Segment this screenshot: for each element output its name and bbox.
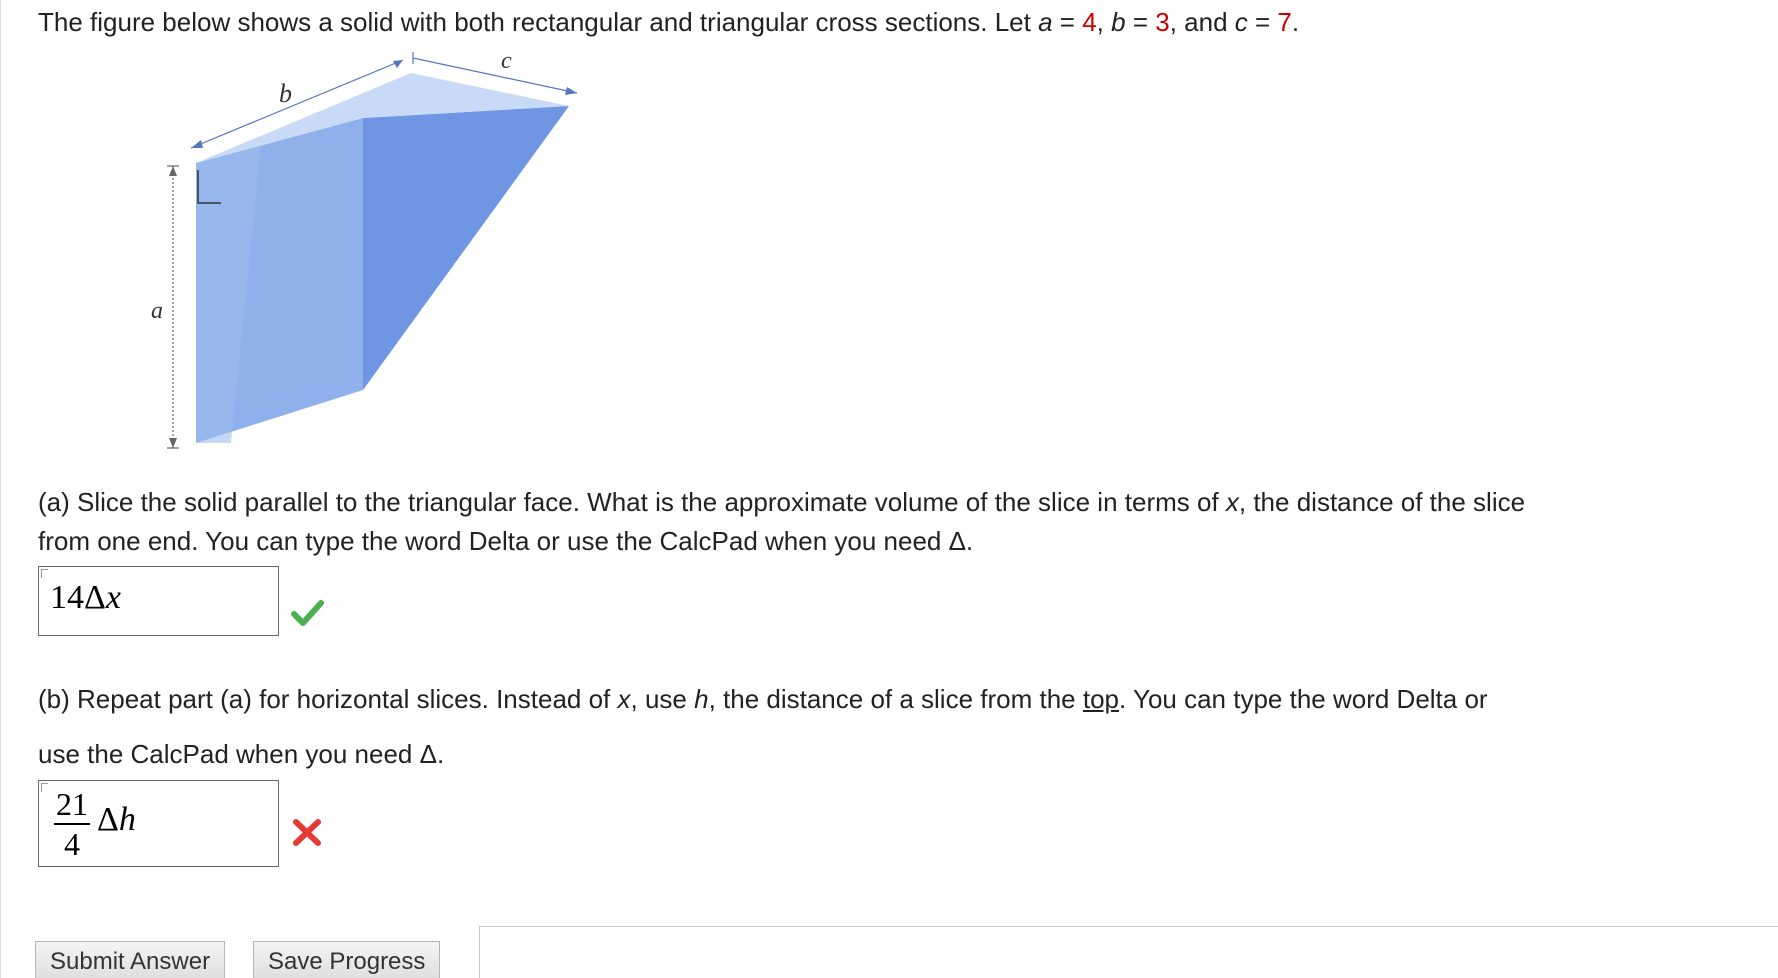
save-progress-button[interactable]: Save Progress — [253, 941, 440, 978]
part-a-answer-input[interactable] — [38, 566, 279, 636]
part-b-answer-var: h — [118, 801, 136, 838]
part-a-text-end: , the distance of the slice — [1238, 487, 1526, 517]
part-b-text-line2: use the CalcPad when you need Δ. — [38, 739, 445, 769]
part-a-answer-var: x — [105, 579, 121, 616]
var-b: b — [1111, 7, 1126, 37]
submit-answer-button[interactable]: Submit Answer — [35, 941, 225, 978]
status-panel — [479, 926, 1778, 978]
equals-sign: = — [1052, 7, 1083, 37]
part-a-question-line1 — [38, 482, 1525, 522]
fraction-denominator: 4 — [64, 826, 80, 862]
part-a-text: (a) Slice the solid parallel to the triangular face. What is the approximate volume of the slice in terms of — [38, 487, 1226, 517]
period: . — [1291, 7, 1300, 37]
var-a: a — [1038, 7, 1053, 37]
var-h: h — [694, 684, 709, 714]
solid-figure — [151, 48, 611, 458]
part-a-question-line2 — [38, 521, 973, 561]
var-c: c — [1234, 7, 1248, 37]
separator: , — [1096, 7, 1112, 37]
value-a: 4 — [1082, 7, 1097, 37]
dimension-a — [167, 166, 179, 448]
part-b-text: (b) Repeat part (a) for horizontal slices. Instead of — [38, 684, 618, 714]
part-b-question-line2 — [38, 734, 444, 774]
figure-label-c: c — [501, 48, 512, 74]
correct-check-icon — [290, 598, 324, 628]
part-b-answer-rest — [97, 801, 136, 839]
delta-symbol: Δ — [97, 801, 119, 838]
part-b-answer-fraction — [54, 787, 90, 861]
intro-text — [38, 2, 1299, 42]
fraction-numerator: 21 — [54, 787, 90, 825]
part-a-answer-text: 14Δ — [50, 579, 106, 616]
incorrect-x-icon — [290, 817, 324, 847]
intro-sentence: The figure below shows a solid with both rectangular and triangular cross sections. Let — [38, 7, 1039, 37]
part-b-answer-input[interactable] — [38, 780, 279, 867]
part-b-text-mid2: , the distance of a slice from the — [708, 684, 1083, 714]
figure-label-a: a — [151, 298, 163, 324]
solid-side-face — [363, 106, 569, 390]
separator: , and — [1169, 7, 1235, 37]
part-b-question-line1 — [38, 679, 1488, 719]
equals-sign: = — [1125, 7, 1156, 37]
value-c: 7 — [1277, 7, 1292, 37]
value-b: 3 — [1155, 7, 1170, 37]
top-emphasis: top — [1082, 684, 1120, 714]
var-x: x — [617, 684, 631, 714]
part-a-text-line2: from one end. You can type the word Delta or use the CalcPad when you need Δ. — [38, 526, 974, 556]
var-x: x — [1225, 487, 1239, 517]
equals-sign: = — [1247, 7, 1278, 37]
part-b-text-end: . You can type the word Delta or — [1119, 684, 1488, 714]
part-b-text-mid: , use — [630, 684, 695, 714]
figure-label-b: b — [279, 79, 292, 108]
